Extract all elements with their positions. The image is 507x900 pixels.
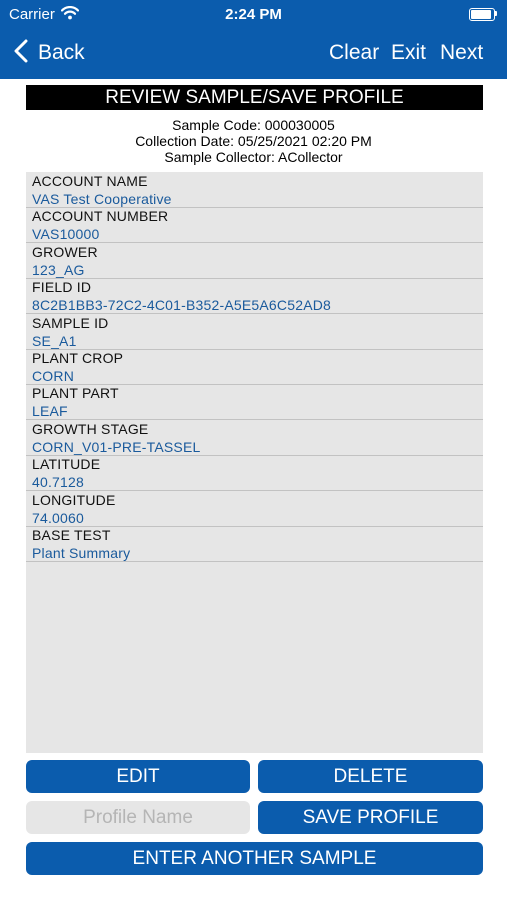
next-button[interactable]: Next (440, 41, 484, 64)
field-growth-stage (26, 420, 483, 456)
field-field-id (26, 278, 483, 314)
enter-another-sample-button[interactable]: ENTER ANOTHER SAMPLE (26, 842, 483, 875)
edit-button[interactable]: EDIT (26, 760, 250, 793)
back-label: Back (38, 41, 85, 64)
battery-icon (469, 8, 495, 21)
field-latitude (26, 455, 483, 491)
field-plant-crop (26, 349, 483, 385)
field-label: PLANT CROP (32, 350, 124, 366)
field-value: CORN_V01-PRE-TASSEL (32, 438, 201, 455)
page-title: REVIEW SAMPLE/SAVE PROFILE (26, 85, 483, 110)
field-value: Plant Summary (32, 545, 131, 561)
carrier-label: Carrier (9, 6, 55, 23)
status-bar (0, 0, 507, 28)
sample-collector: Sample Collector: ACollector (164, 149, 343, 165)
status-time: 2:24 PM (225, 6, 282, 23)
field-account-number (26, 207, 483, 243)
field-label: PLANT PART (32, 385, 119, 402)
field-label: GROWER (32, 243, 98, 260)
save-profile-button[interactable]: SAVE PROFILE (258, 801, 483, 834)
exit-button[interactable]: Exit (391, 41, 427, 64)
field-label: LONGITUDE (32, 491, 116, 508)
profile-name-input[interactable] (26, 801, 250, 834)
chevron-left-icon (14, 39, 28, 68)
field-value: 74.0060 (32, 509, 85, 526)
field-value: VAS Test Cooperative (32, 191, 172, 207)
field-sample-id (26, 314, 483, 350)
sample-code: Sample Code: 000030005 (172, 117, 335, 133)
back-button[interactable] (14, 38, 85, 68)
field-value: 40.7128 (32, 474, 85, 491)
battery-cap (495, 11, 497, 16)
delete-button[interactable]: DELETE (258, 760, 483, 793)
navigation-bar (0, 0, 507, 79)
field-label: ACCOUNT NUMBER (32, 208, 169, 225)
field-label: SAMPLE ID (32, 314, 109, 331)
field-value: 8C2B1BB3-72C2-4C01-B352-A5E5A6C52AD8 (32, 297, 332, 314)
field-label: BASE TEST (32, 527, 111, 543)
sample-details-list (26, 172, 483, 753)
field-value: VAS10000 (32, 226, 100, 243)
field-value: 123_AG (32, 261, 85, 278)
clear-button[interactable]: Clear (329, 41, 380, 64)
field-label: LATITUDE (32, 456, 101, 473)
field-grower (26, 243, 483, 279)
collection-date: Collection Date: 05/25/2021 02:20 PM (135, 133, 372, 149)
field-value: SE_A1 (32, 332, 77, 349)
field-value: CORN (32, 368, 75, 384)
field-longitude (26, 491, 483, 527)
field-label: GROWTH STAGE (32, 420, 149, 437)
field-label: FIELD ID (32, 279, 92, 296)
field-label: ACCOUNT NAME (32, 173, 148, 189)
field-account-name (26, 172, 483, 208)
field-value: LEAF (32, 403, 68, 420)
field-plant-part (26, 384, 483, 420)
field-base-test (26, 526, 483, 562)
